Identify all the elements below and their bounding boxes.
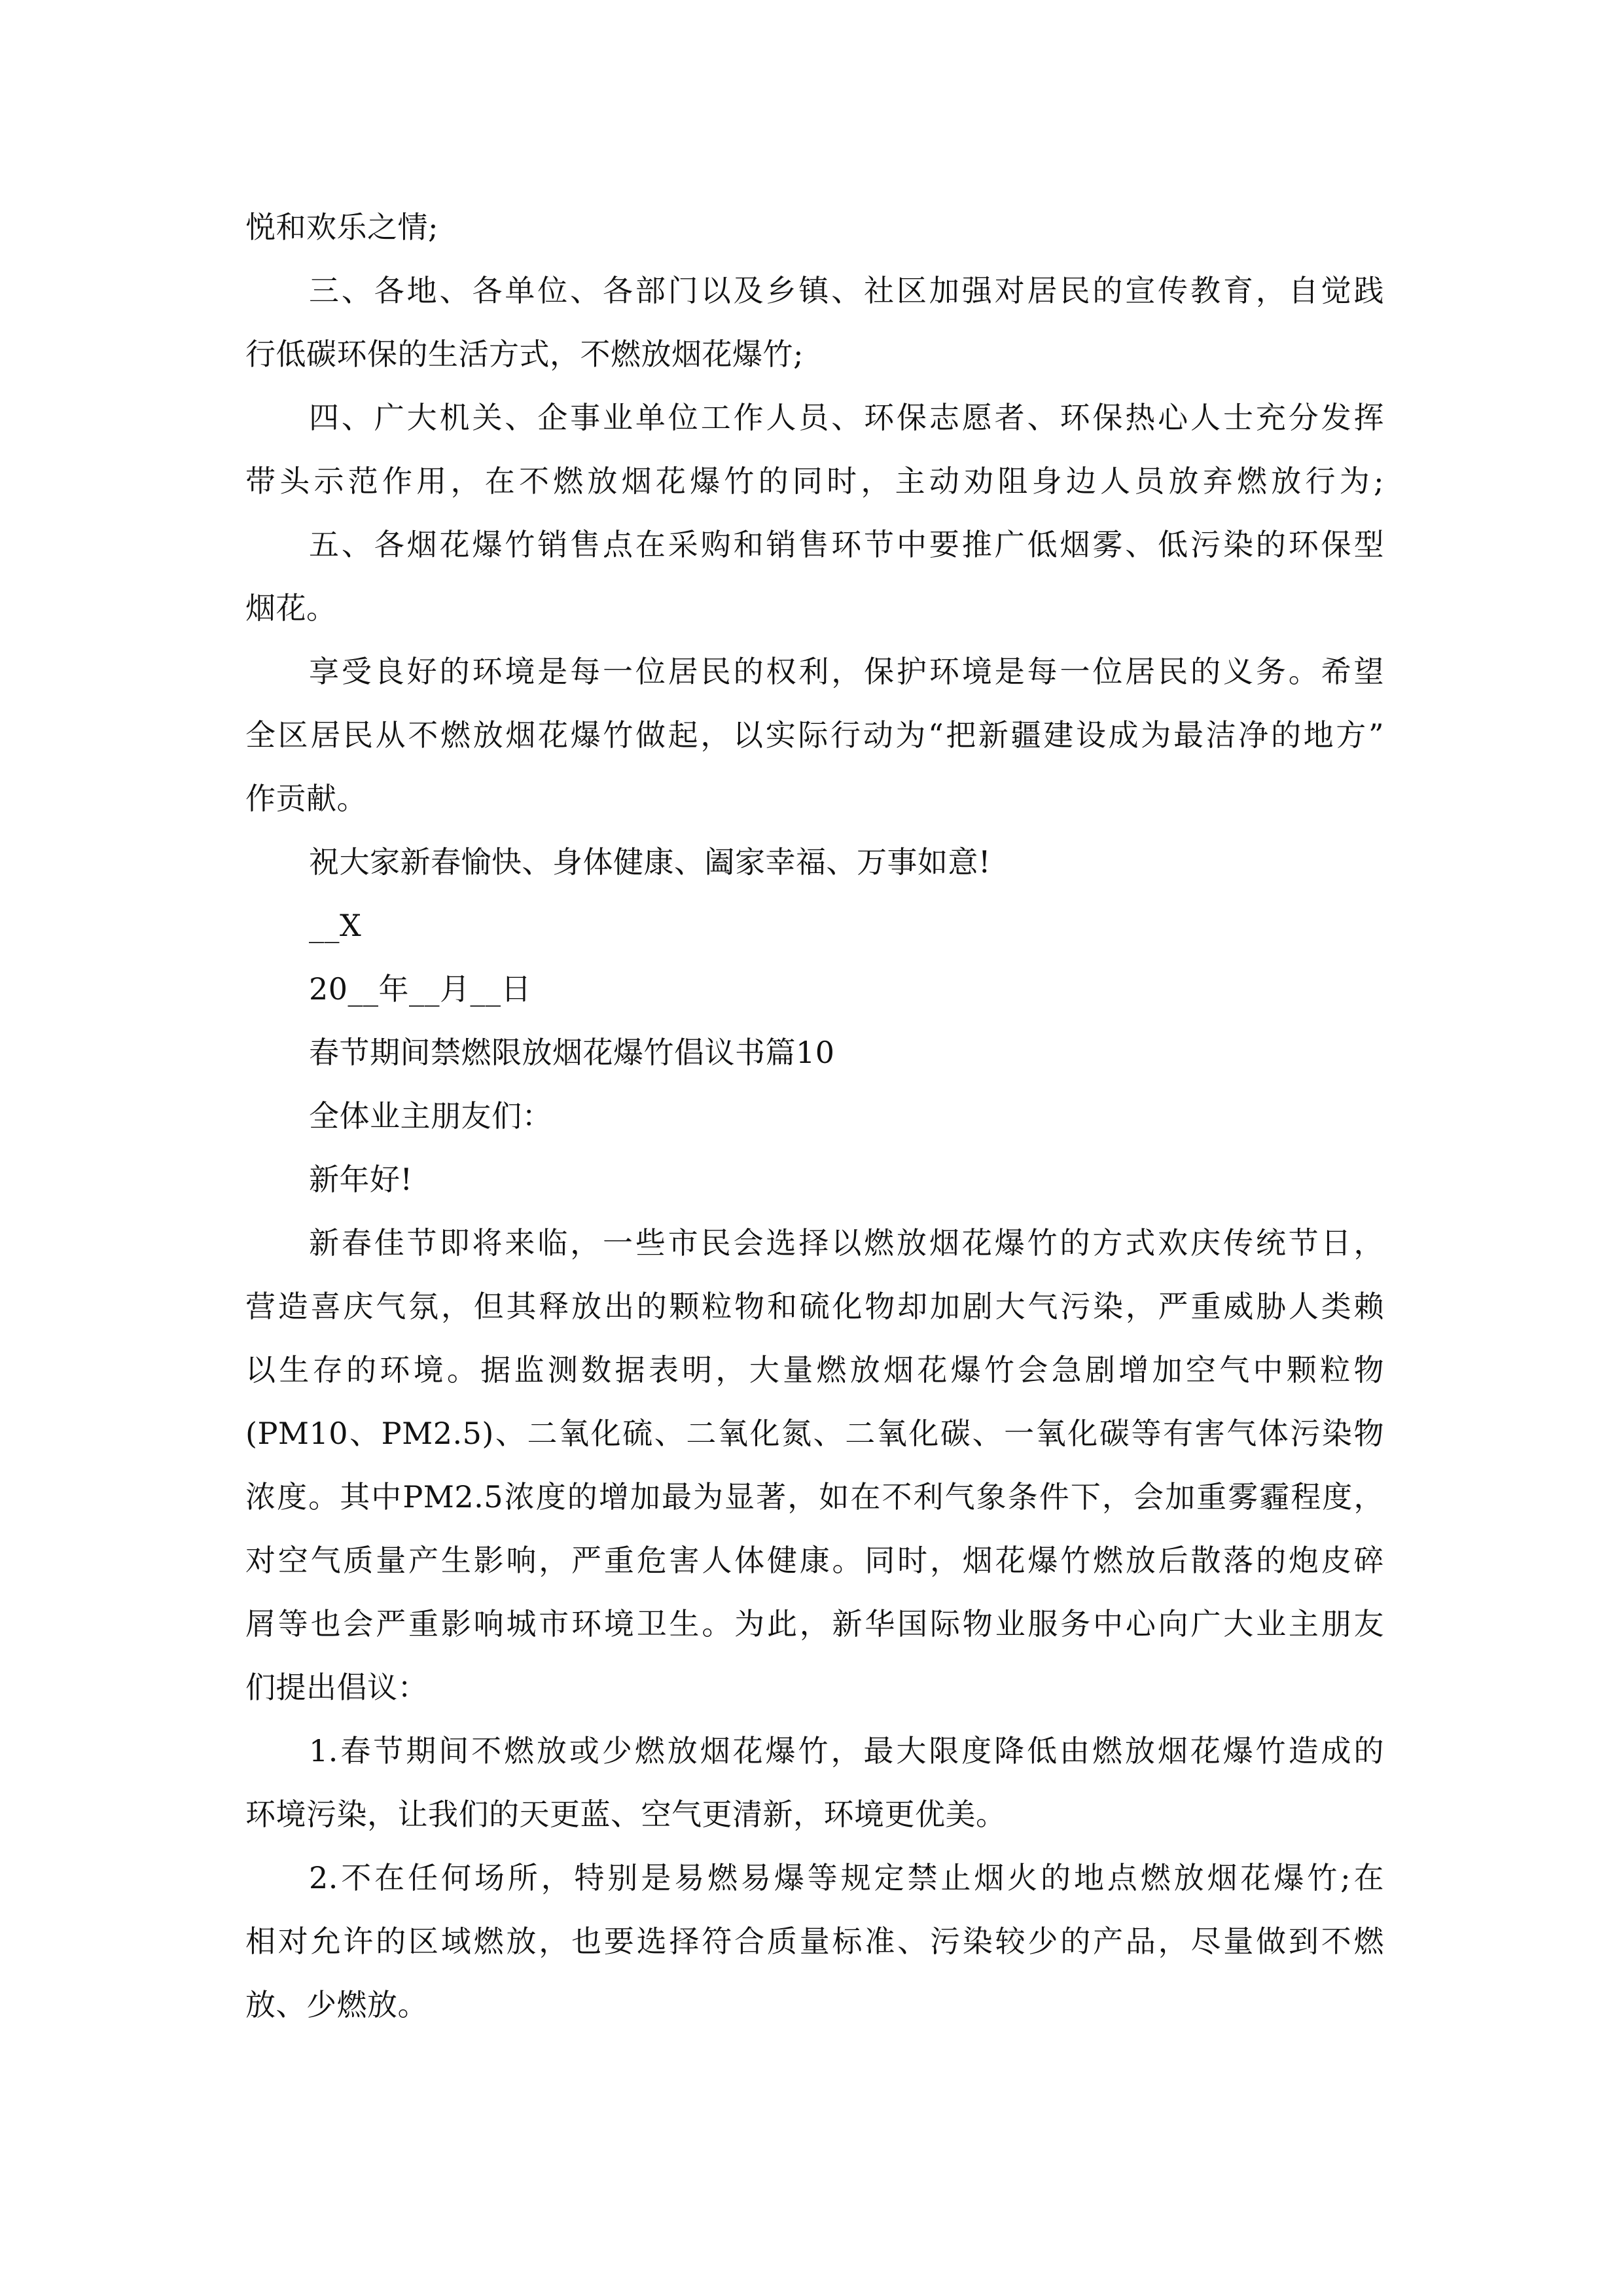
text-line: 以生存的环境。据监测数据表明，大量燃放烟花爆竹会急剧增加空气中颗粒物 (245, 1352, 1384, 1388)
text-line: 作贡献。 (245, 781, 367, 816)
text-line: 新春佳节即将来临，一些市民会选择以燃放烟花爆竹的方式欢庆传统节日， (309, 1225, 1384, 1261)
text-line: 屑等也会严重影响城市环境卫生。为此，新华国际物业服务中心向广大业主朋友 (245, 1606, 1384, 1641)
text-line: 浓度。其中PM2.5浓度的增加最为显著，如在不利气象条件下，会加重雾霾程度， (245, 1479, 1384, 1515)
text-line: 带头示范作用，在不燃放烟花爆竹的同时，主动劝阻身边人员放弃燃放行为; (245, 463, 1384, 499)
text-line: 20__年__月__日 (309, 971, 532, 1007)
section-heading: 春节期间禁燃限放烟花爆竹倡议书篇10 (309, 1035, 835, 1070)
text-line: 们提出倡议： (245, 1670, 428, 1705)
text-line: 行低碳环保的生活方式，不燃放烟花爆竹; (245, 336, 804, 372)
text-line: 悦和欢乐之情; (245, 209, 438, 245)
text-line: 享受良好的环境是每一位居民的权利，保护环境是每一位居民的义务。希望 (309, 654, 1384, 689)
text-line: 环境污染，让我们的天更蓝、空气更清新，环境更优美。 (245, 1797, 1007, 1832)
text-line: 五、各烟花爆竹销售点在采购和销售环节中要推广低烟雾、低污染的环保型 (309, 527, 1384, 562)
text-line: 2.不在任何场所，特别是易燃易爆等规定禁止烟火的地点燃放烟花爆竹;在 (309, 1860, 1384, 1895)
text-line: 三、各地、各单位、各部门以及乡镇、社区加强对居民的宣传教育，自觉践 (309, 273, 1384, 308)
text-line: 烟花。 (245, 590, 337, 626)
text-line: 全区居民从不燃放烟花爆竹做起，以实际行动为“把新疆建设成为最洁净的地方” (245, 717, 1384, 753)
text-line: 1.春节期间不燃放或少燃放烟花爆竹，最大限度降低由燃放烟花爆竹造成的 (309, 1733, 1384, 1768)
text-line: __X (309, 908, 362, 943)
text-line: 四、广大机关、企事业单位工作人员、环保志愿者、环保热心人士充分发挥 (309, 400, 1384, 435)
text-line: 对空气质量产生影响，严重危害人体健康。同时，烟花爆竹燃放后散落的炮皮碎 (245, 1543, 1384, 1578)
text-line: 全体业主朋友们： (309, 1098, 552, 1134)
text-line: 放、少燃放。 (245, 1987, 428, 2022)
text-line: 相对允许的区域燃放，也要选择符合质量标准、污染较少的产品，尽量做到不燃 (245, 1924, 1384, 1959)
text-line: 祝大家新春愉快、身体健康、阖家幸福、万事如意! (309, 844, 991, 880)
text-line: 营造喜庆气氛，但其释放出的颗粒物和硫化物却加剧大气污染，严重威胁人类赖 (245, 1289, 1384, 1324)
text-line: (PM10、PM2.5)、二氧化硫、二氧化氮、二氧化碳、一氧化碳等有害气体污染物 (245, 1416, 1384, 1451)
text-line: 新年好! (309, 1162, 413, 1197)
